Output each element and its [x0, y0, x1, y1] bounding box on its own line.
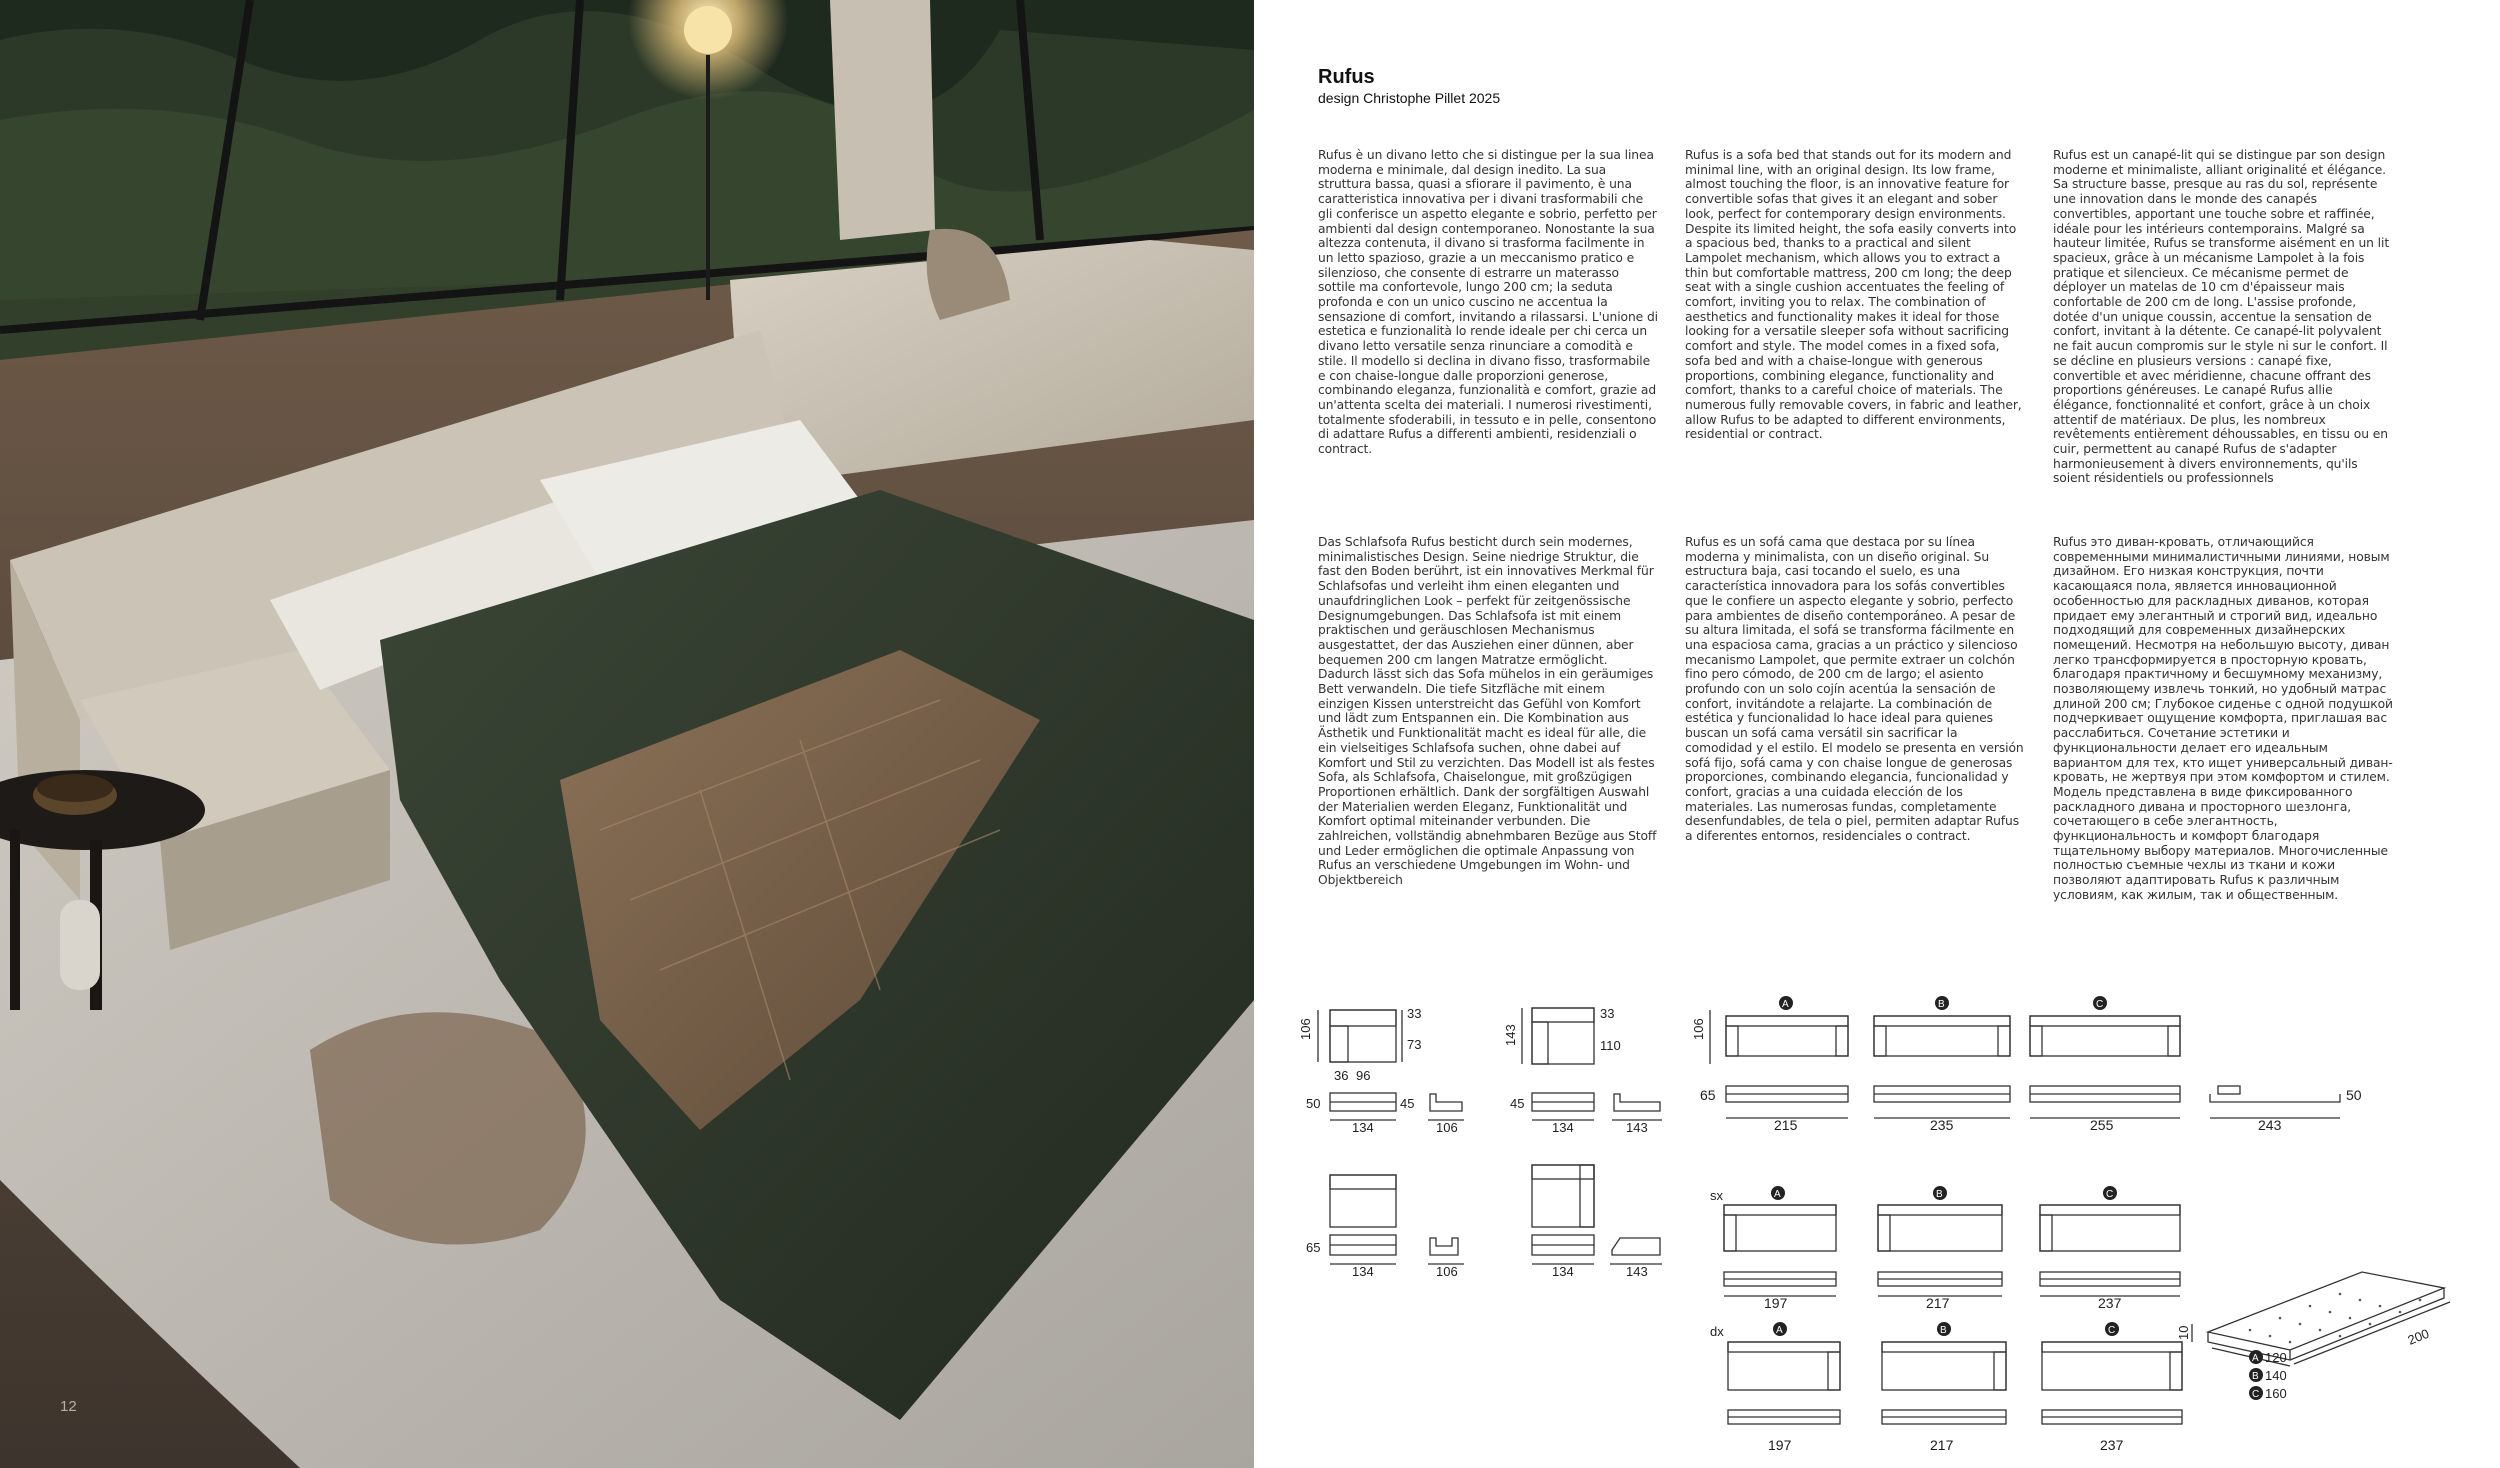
mattress-option-b: [2249, 1368, 2287, 1383]
module-2-width: 134: [1552, 1120, 1574, 1135]
sofa-c: [2030, 996, 2180, 1133]
bed-elevation: [2210, 1086, 2362, 1133]
chaise-dx-variants: [1710, 1322, 2182, 1424]
sofa-c-width: 255: [2090, 1117, 2114, 1133]
description-italian: Rufus è un divano letto che si distingue per la sua linea moderna e minimale, dal design inedito. La sua struttura bassa, quasi a sfiorare il pavimento, è una caratteristica innovativa per i divani trasformabili che gli conferisce un aspetto elegante e sobrio, perfetto per ambienti dal design contemporaneo. Nonostante la sua altezza contenuta, il divano si trasforma facilmente in un letto spazioso, grazie a un meccanismo pratico e silenzioso, che consente di estrarre un materasso sottile ma confortevole, lungo 200 cm; la seduta profonda e con un unico cuscino ne accentua la sensazione di comfort, invitando a rilassarsi. L'unione di estetica e funzionalità lo rende ideale per chi cerca un divano letto versatile senza rinunciare a comodità e stile. Il modello si declina in divano fisso, trasformabile e con chaise-longue dalle proporzioni generose, combinando eleganza, funzionalità e comfort, grazie ad un'attenta scelta dei materiali. I numerosi rivestimenti, totalmente sfoderabili, in tessuto e in pelle, consentono di adattare Rufus a differenti ambienti, residenziali o contract.: [1318, 148, 1658, 457]
module-1-arm-w: 36: [1334, 1068, 1349, 1083]
sofa-a-marker: A: [1782, 999, 1789, 1010]
dx-a-width: 197: [1768, 1437, 1792, 1453]
module-2-side: 143: [1626, 1120, 1648, 1135]
technical-drawings: [1290, 990, 2490, 1430]
dx-c-marker: C: [2108, 1325, 2116, 1336]
sx-a-marker: A: [1774, 1189, 1781, 1200]
description-russian: Rufus это диван-кровать, отличающийся современными минималистичными линиями, новым дизайном. Его низкая конструкция, почти касающаяся пола, является инновационной особенностью для раскладных диванов, которая придает ему элегантный и строгий вид, идеально подходящий для современных дизайнерских помещений. Несмотря на небольшую высоту, диван легко трансформируется в просторную кровать, благодаря практичному и бесшумному механизму, позволяющему извлечь тонкий, но удобный матрас длиной 200 см; Глубокое сиденье с одной подушкой подчеркивает ощущение комфорта, приглашая вас расслабиться. Сочетание эстетики и функциональности делает его идеальным вариантом для тех, кто ищет универсальный диван-кровать, не жертвуя при этом комфортом и стилем. Модель представлена в виде фиксированного раскладного дивана и просторного шезлонга, сочетающего в себе элегантность, функциональность и комфорт благодаря тщательному выбору материалов. Многочисленные полностью съемные чехлы из ткани и кожи позволяют адаптировать Rufus к различным условиям, как жилым, так и общественным.: [2053, 535, 2393, 902]
mattress-drawing: [2176, 1272, 2452, 1401]
page-number: 12: [60, 1398, 77, 1415]
module-2-arm-h: 33: [1600, 1006, 1615, 1021]
sx-label: sx: [1710, 1188, 1723, 1203]
module-1-seat-h: 45: [1400, 1096, 1415, 1111]
sx-c-width: 237: [2098, 1295, 2122, 1311]
sx-a-width: 197: [1764, 1295, 1788, 1311]
sx-b-width: 217: [1926, 1295, 1950, 1311]
product-designer: design Christophe Pillet 2025: [1318, 90, 1501, 106]
module-2-seat-d: 110: [1600, 1038, 1621, 1053]
module-2-height: 45: [1510, 1096, 1525, 1111]
sofa-b-width: 235: [1930, 1117, 1954, 1133]
mattress-c-marker: C: [2252, 1389, 2260, 1400]
dx-a-marker: A: [1776, 1325, 1783, 1336]
sofa-depth: 106: [1691, 1018, 1706, 1040]
sx-c-marker: C: [2106, 1189, 2114, 1200]
dx-c: [2042, 1322, 2182, 1424]
module-1-seat-w: 96: [1356, 1068, 1371, 1083]
module-1-width: 134: [1352, 1120, 1374, 1135]
chaise-sx-variants: [1710, 1186, 2180, 1311]
module-1-height: 50: [1306, 1096, 1321, 1111]
sx-b: [1878, 1186, 2002, 1311]
sofa-a-width: 215: [1774, 1117, 1798, 1133]
dx-c-width: 237: [2100, 1437, 2124, 1453]
sofa-height: 65: [1700, 1087, 1716, 1103]
mattress-b-width: 140: [2265, 1368, 2287, 1383]
mattress-a-marker: A: [2252, 1353, 2259, 1364]
description-english: Rufus is a sofa bed that stands out for its modern and minimal line, with an original design. Its low frame, almost touching the floor, is an innovative feature for convertible sofas that gives it an elegant and sober look, perfect for contemporary design environments. Despite its limited height, the sofa easily converts into a spacious bed, thanks to a practical and silent Lampolet mechanism, which allows you to extract a thin but comfortable mattress, 200 cm long; the deep seat with a single cushion accentuates the feeling of comfort, inviting you to relax. The combination of aesthetics and functionality makes it ideal for those looking for a versatile sleeper sofa without sacrificing comfort and style. The model comes in a fixed sofa, sofa bed and with a chaise-longue with generous proportions, combining elegance, functionality and comfort, thanks to a careful choice of materials. The numerous fully removable covers, in fabric and leather, allow Rufus to be adapted to different environments, residential or contract.: [1685, 148, 2022, 442]
module-1-arm-h: 33: [1407, 1006, 1422, 1021]
module-1-plan-depth: 106: [1298, 1018, 1313, 1040]
description-french: Rufus est un canapé-lit qui se distingue par son design moderne et minimaliste, alliant originalité et élégance. Sa structure basse, presque au ras du sol, représente une innovation dans le monde des canapés convertibles, apportant une touche sobre et raffinée, idéale pour les intérieurs contemporains. Malgré sa hauteur limitée, Rufus se transforme aisément en un lit spacieux, grâce à un mécanisme Lampolet à la fois pratique et silencieux. Ce mécanisme permet de déployer un matelas de 10 cm d'épaisseur mais confortable de 200 cm de long. L'assise profonde, dotée d'un unique coussin, accentue la sensation de confort, invitant à la détente. Ce canapé-lit polyvalent ne fait aucun compromis sur le style ni sur le confort. Il se décline en plusieurs versions : canapé fixe, convertible et avec méridienne, chacune offrant des proportions généreuses. Le canapé Rufus allie élégance, fonctionnalité et confort, grâce à un choix attentif de matériaux. De plus, les nombreux revêtements entièrement déhoussables, en tissu ou en cuir, permettent au canapé Rufus de s'adapter harmonieusement à divers environnements, qu'ils soient résidentiels ou professionnels: [2053, 148, 2390, 486]
module-4-width: 134: [1552, 1264, 1574, 1279]
sx-c: [2040, 1186, 2180, 1311]
sofa-a: [1726, 996, 1848, 1133]
sofa-c-marker: C: [2096, 999, 2104, 1010]
mattress-c-width: 160: [2265, 1386, 2287, 1401]
module-4-side: 143: [1626, 1264, 1648, 1279]
description-spanish: Rufus es un sofá cama que destaca por su línea moderna y minimalista, con un diseño original. Su estructura baja, casi tocando el suelo, es una característica innovadora para los sofás convertibles que le confiere un aspecto elegante y sobrio, perfecto para ambientes de diseño contemporáneo. A pesar de su altura limitada, el sofá se transforma fácilmente en una espaciosa cama, gracias a un práctico y silencioso mecanismo Lampolet, que permite extraer un colchón fino pero cómodo, de 200 cm de largo; el asiento profundo con un solo cojín acentúa la sensación de confort, invitándote a relajarte. La combinación de estética y funcionalidad lo hace ideal para quienes buscan un sofá cama versátil sin sacrificar la comodidad y el estilo. El modelo se presenta en versión sofá fijo, sofá cama y con chaise longue de generosas proporciones, combinando elegancia, funcionalidad y confort, gracias a una cuidada elección de los materiales. Las numerosas fundas, completamente desenfundables, de tela o piel, permiten adaptar Rufus a diferentes entornos, residenciales o contract.: [1685, 535, 2024, 844]
module-2-drawing: [1503, 1006, 1662, 1135]
bed-width: 243: [2258, 1117, 2282, 1133]
description-german: Das Schlafsofa Rufus besticht durch sein modernes, minimalistisches Design. Seine niedrige Struktur, die fast den Boden berührt, ist ein innovatives Merkmal für Schlafsofas und verleiht ihm einen eleganten und unaufdringlichen Look – perfekt für zeitgenössische Designumgebungen. Das Schlafsofa ist mit einem praktischen und geräuschlosen Mechanismus ausgestattet, der das Ausziehen einer dünnen, aber bequemen 200 cm langen Matratze ermöglicht. Dadurch lässt sich das Sofa mühelos in ein geräumiges Bett verwandeln. Die tiefe Sitzfläche mit einem einzigen Kissen unterstreicht das Gefühl von Komfort und lädt zum Entspannen ein. Die Kombination aus Ästhetik und Funktionalität macht es ideal für alle, die ein vielseitiges Schlafsofa suchen, ohne dabei auf Komfort und Stil zu verzichten. Das Modell ist als festes Sofa, als Schlafsofa, Chaiselongue, mit großzügigen Proportionen erhältlich. Dank der sorgfältigen Auswahl der Materialien werden Eleganz, Funktionalität und Komfort optimal miteinander verbunden. Die zahlreichen, vollständig abnehmbaren Bezüge aus Stoff und Leder ermöglichen die optimale Anpassung von Rufus an verschiedene Umgebungen im Wohn- und Objektbereich: [1318, 535, 1657, 888]
sx-b-marker: B: [1936, 1189, 1943, 1200]
module-3-height: 65: [1306, 1240, 1321, 1255]
mattress-a-width: 120: [2265, 1350, 2287, 1365]
product-title: Rufus: [1318, 66, 1375, 88]
bed-height: 50: [2346, 1087, 2362, 1103]
mattress-thickness: 10: [2176, 1325, 2191, 1340]
module-3-width: 134: [1352, 1264, 1374, 1279]
sofa-b-marker: B: [1938, 999, 1945, 1010]
sofa-b: [1874, 996, 2010, 1133]
dx-label: dx: [1710, 1324, 1724, 1339]
mattress-length: 200: [2405, 1325, 2432, 1348]
mattress-option-c: [2249, 1386, 2287, 1401]
module-1-seat-d: 73: [1407, 1037, 1422, 1052]
mattress-option-a: [2249, 1350, 2287, 1365]
module-3-side: 106: [1436, 1264, 1458, 1279]
module-1-side: 106: [1436, 1120, 1458, 1135]
sx-a: [1724, 1186, 1836, 1311]
module-2-plan-depth: 143: [1503, 1024, 1518, 1046]
dx-a: [1728, 1322, 1840, 1424]
sofa-variants: [1691, 996, 2180, 1133]
module-1-drawing: [1298, 1006, 1464, 1135]
module-4-drawing: [1532, 1165, 1662, 1279]
dx-b-marker: B: [1940, 1325, 1947, 1336]
module-3-drawing: [1306, 1175, 1464, 1279]
dx-b-width: 217: [1930, 1437, 1954, 1453]
dx-b: [1882, 1322, 2006, 1424]
mattress-b-marker: B: [2252, 1371, 2259, 1382]
